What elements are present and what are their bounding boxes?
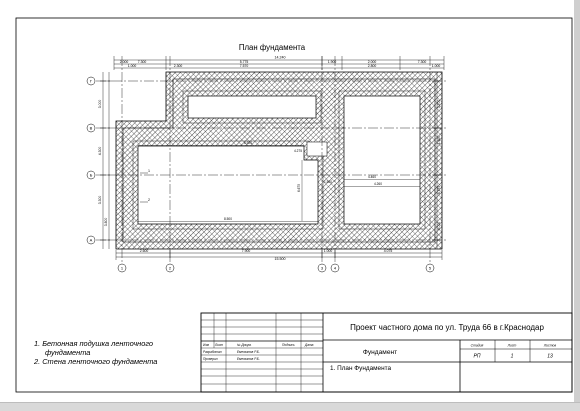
stage-sheet-values — [474, 354, 553, 360]
room-opening-right — [344, 96, 420, 224]
horizontal-scrollbar[interactable] — [0, 402, 580, 411]
stage-sheet-labels — [471, 344, 557, 348]
svg-text:Подпись: Подпись — [282, 342, 295, 347]
svg-text:5.775: 5.775 — [239, 60, 249, 64]
svg-text:2.800: 2.800 — [367, 64, 377, 68]
svg-text:Лист: Лист — [507, 343, 517, 348]
bottom-dims-row1 — [140, 249, 393, 253]
svg-text:1.000: 1.000 — [323, 249, 333, 253]
title-block-headers — [203, 343, 314, 361]
svg-text:7.900: 7.900 — [241, 249, 251, 253]
svg-text:Изм: Изм — [203, 342, 209, 347]
svg-text:4.000: 4.000 — [437, 221, 441, 231]
legend — [34, 339, 157, 367]
legend-item-2: 2. Стена ленточного фундамента — [34, 357, 158, 367]
svg-text:3.300: 3.300 — [98, 195, 102, 205]
svg-text:1.000: 1.000 — [431, 64, 441, 68]
svg-text:Б: Б — [89, 172, 93, 178]
axis-letter-bubbles — [87, 77, 95, 244]
svg-text:4.260: 4.260 — [374, 182, 382, 186]
sheet-title: 1. План Фундамента — [330, 365, 392, 372]
svg-text:Емельянов Р.Б.: Емельянов Р.Б. — [237, 349, 260, 354]
svg-text:7.300: 7.300 — [417, 60, 427, 64]
svg-text:1: 1 — [510, 353, 514, 360]
svg-text:Лист: Лист — [215, 342, 224, 347]
svg-text:А: А — [89, 237, 93, 243]
svg-text:1.900: 1.900 — [327, 60, 337, 64]
room-opening-main — [138, 146, 318, 224]
svg-text:4: 4 — [333, 265, 337, 271]
drawing-title: План фундамента — [238, 43, 306, 52]
svg-text:6.675: 6.675 — [297, 184, 301, 192]
svg-text:РП: РП — [473, 353, 481, 360]
svg-text:2.000: 2.000 — [367, 60, 377, 64]
top-dims-row2 — [128, 64, 441, 68]
top-dims-row1 — [120, 60, 427, 64]
svg-text:В: В — [89, 125, 93, 131]
svg-text:Листов: Листов — [543, 343, 557, 348]
svg-text:3.700: 3.700 — [437, 99, 441, 109]
legend-item-1: 1. Бетонная подушка ленточного — [34, 339, 154, 348]
svg-text:Дата: Дата — [305, 342, 314, 347]
svg-text:4.460: 4.460 — [368, 175, 376, 179]
svg-text:Г: Г — [89, 78, 93, 84]
svg-text:3.800: 3.800 — [104, 217, 108, 227]
section-title: Фундамент — [362, 349, 398, 356]
foundation-plan — [116, 72, 442, 249]
niche-opening — [307, 142, 327, 156]
svg-text:5: 5 — [428, 265, 432, 271]
svg-text:13: 13 — [547, 353, 553, 360]
svg-text:Емельянов Р.Б.: Емельянов Р.Б. — [237, 356, 260, 361]
svg-text:7.300: 7.300 — [137, 60, 147, 64]
svg-text:1.000: 1.000 — [127, 64, 137, 68]
svg-text:Стадия: Стадия — [470, 343, 484, 348]
bottom-overall-dimension: 15.500 — [274, 257, 286, 261]
svg-text:4.775: 4.775 — [437, 185, 441, 195]
svg-text:2: 2 — [148, 198, 150, 202]
svg-text:4.300: 4.300 — [98, 146, 102, 156]
room-opening-top — [188, 96, 316, 118]
svg-text:4.075: 4.075 — [383, 249, 393, 253]
project-title: Проект частного дома по ул. Труда 66 в г.Краснодар — [350, 323, 544, 332]
svg-text:1: 1 — [148, 169, 150, 173]
svg-text:1.500: 1.500 — [324, 180, 332, 184]
svg-text:3: 3 — [320, 265, 324, 271]
svg-text:7.570: 7.570 — [239, 64, 249, 68]
svg-text:Разработал: Разработал — [203, 349, 222, 354]
svg-text:2.300: 2.300 — [173, 64, 183, 68]
svg-text:1.600: 1.600 — [437, 135, 441, 145]
svg-text:№ Докум.: № Докум. — [237, 342, 252, 347]
svg-text:1: 1 — [120, 265, 124, 271]
svg-text:4.275: 4.275 — [294, 149, 302, 153]
vertical-scrollbar[interactable] — [574, 0, 580, 402]
axis-number-bubbles — [118, 264, 434, 272]
svg-text:2.000: 2.000 — [119, 60, 129, 64]
svg-text:3.000: 3.000 — [98, 99, 102, 109]
svg-text:2: 2 — [168, 265, 172, 271]
svg-text:8.500: 8.500 — [224, 217, 232, 221]
svg-text:Проверил: Проверил — [203, 356, 218, 361]
svg-text:6.920: 6.920 — [244, 141, 252, 145]
svg-text:2.600: 2.600 — [139, 249, 149, 253]
top-overall-dimension: 14.240 — [274, 55, 286, 60]
legend-item-1-cont: фундамента — [45, 348, 91, 358]
